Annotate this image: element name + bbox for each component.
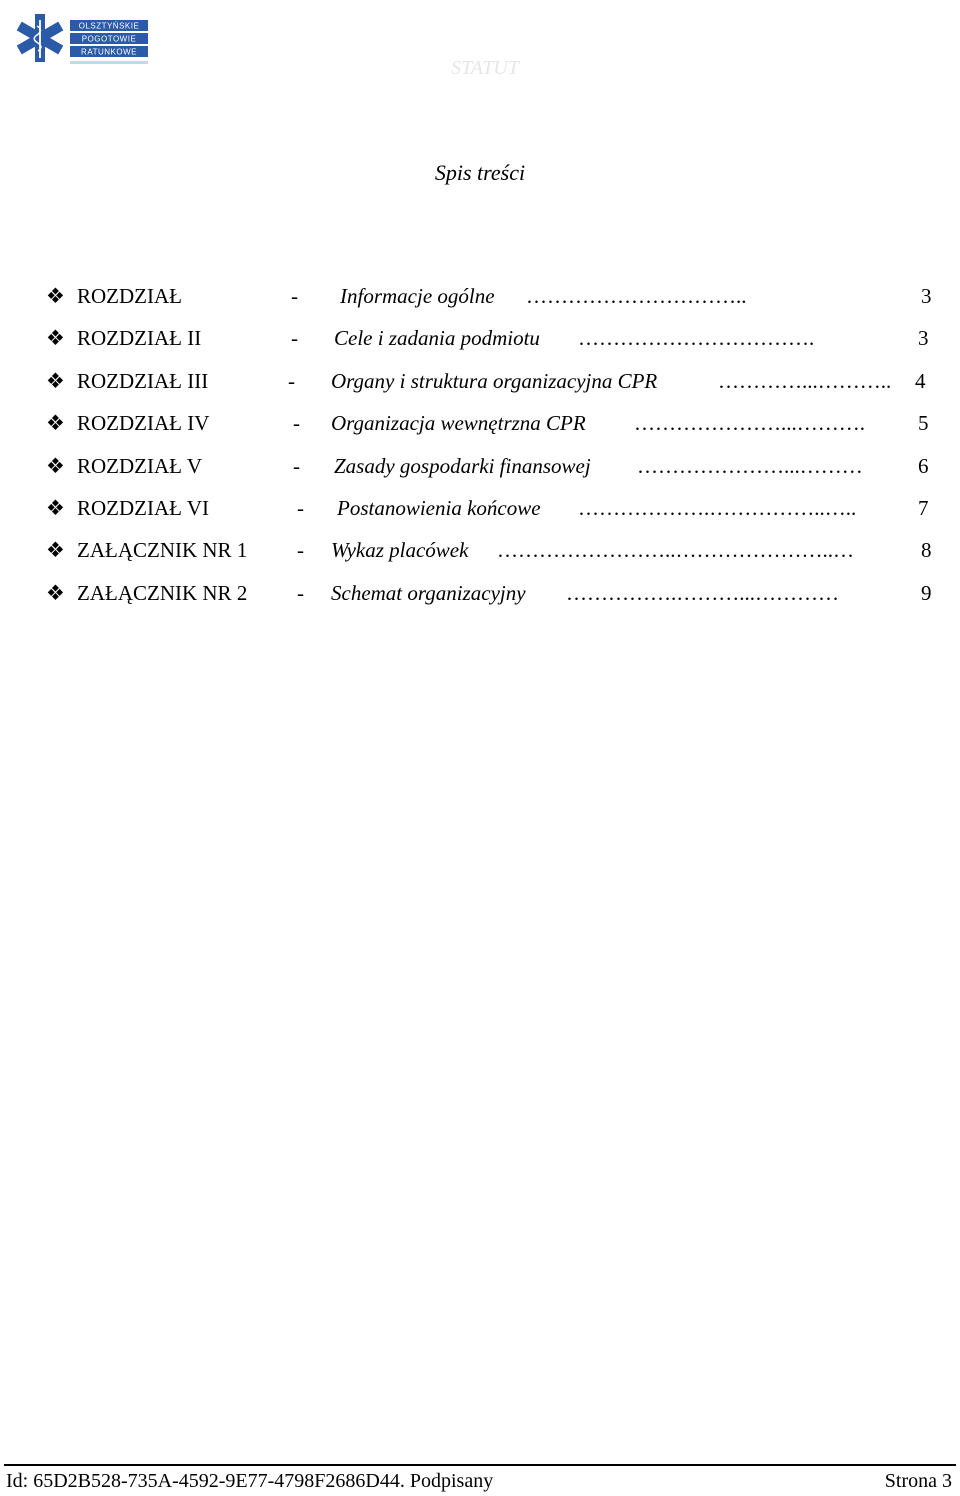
- toc-row[interactable]: [0, 493, 960, 523]
- diamond-bullet-icon: ❖: [46, 369, 65, 393]
- toc-description: Schemat organizacyjny: [331, 581, 526, 605]
- toc-row[interactable]: [0, 323, 960, 353]
- toc-page-number: 6: [918, 454, 929, 478]
- toc-dash: -: [288, 369, 295, 393]
- toc-page-number: 3: [918, 326, 929, 350]
- toc-chapter: ROZDZIAŁ II: [77, 326, 202, 350]
- toc-chapter: ROZDZIAŁ V: [77, 454, 203, 478]
- toc-leader: …………………………….: [578, 326, 815, 350]
- toc-heading: Spis treści: [434, 160, 526, 185]
- toc-description: Wykaz placówek: [331, 538, 469, 562]
- toc-leader: …………...………..: [718, 369, 892, 393]
- toc-chapter: ROZDZIAŁ IV: [77, 411, 210, 435]
- toc-dash: -: [297, 496, 304, 520]
- toc-chapter: ROZDZIAŁ: [77, 284, 182, 308]
- toc-page-number: 3: [921, 284, 932, 308]
- toc-leader: ……………………..…………………..…: [497, 538, 854, 562]
- logo-line-1: OLSZTYŃSKIE: [78, 21, 140, 31]
- toc-dash: -: [297, 581, 304, 605]
- toc-chapter: ZAŁĄCZNIK NR 2: [77, 581, 248, 605]
- toc-row[interactable]: [0, 366, 960, 396]
- toc-page-number: 4: [915, 369, 926, 393]
- toc-chapter: ZAŁĄCZNIK NR 1: [77, 538, 248, 562]
- toc-description: Postanowienia końcowe: [337, 496, 541, 520]
- toc-dash: -: [293, 411, 300, 435]
- toc-dash: -: [291, 284, 298, 308]
- toc-page-number: 7: [918, 496, 929, 520]
- toc-row[interactable]: [0, 281, 960, 311]
- toc-leader: …………………………..: [526, 284, 747, 308]
- toc-dash: -: [291, 326, 298, 350]
- diamond-bullet-icon: ❖: [46, 581, 65, 605]
- toc-description: Organy i struktura organizacyjna CPR: [331, 369, 658, 393]
- toc-leader: …………………...……….: [634, 411, 865, 435]
- toc-leader: …………….………...…………: [566, 581, 839, 605]
- diamond-bullet-icon: ❖: [46, 538, 65, 562]
- diamond-bullet-icon: ❖: [46, 496, 65, 520]
- page-number: Strona 3: [884, 1470, 952, 1492]
- diamond-bullet-icon: ❖: [46, 326, 65, 350]
- toc-dash: -: [297, 538, 304, 562]
- logo-line-2: POGOTOWIE: [81, 34, 137, 44]
- toc-description: Organizacja wewnętrzna CPR: [331, 411, 586, 435]
- toc-chapter: ROZDZIAŁ VI: [77, 496, 210, 520]
- toc-dash: -: [293, 454, 300, 478]
- logo-line-3: RATUNKOWE: [81, 47, 137, 57]
- star-of-life-icon: [17, 14, 64, 62]
- document-id: Id: 65D2B528-735A-4592-9E77-4798F2686D44. Podpisany: [6, 1470, 494, 1492]
- toc-description: Informacje ogólne: [340, 284, 495, 308]
- toc-row[interactable]: [0, 578, 960, 608]
- toc-page-number: 9: [921, 581, 932, 605]
- toc-row[interactable]: [0, 408, 960, 438]
- toc-leader: ……………….……………..…..: [578, 496, 857, 520]
- toc-leader: …………………...………: [637, 454, 863, 478]
- toc-page-number: 8: [921, 538, 932, 562]
- toc-row[interactable]: [0, 535, 960, 565]
- toc-page-number: 5: [918, 411, 929, 435]
- toc-description: Cele i zadania podmiotu: [334, 326, 540, 350]
- toc-chapter: ROZDZIAŁ III: [77, 369, 209, 393]
- diamond-bullet-icon: ❖: [46, 454, 65, 478]
- diamond-bullet-icon: ❖: [46, 411, 65, 435]
- header-title: STATUT: [451, 57, 519, 79]
- toc-row[interactable]: [0, 451, 960, 481]
- footer-divider: [4, 1464, 956, 1466]
- toc-description: Zasady gospodarki finansowej: [334, 454, 591, 478]
- diamond-bullet-icon: ❖: [46, 284, 65, 308]
